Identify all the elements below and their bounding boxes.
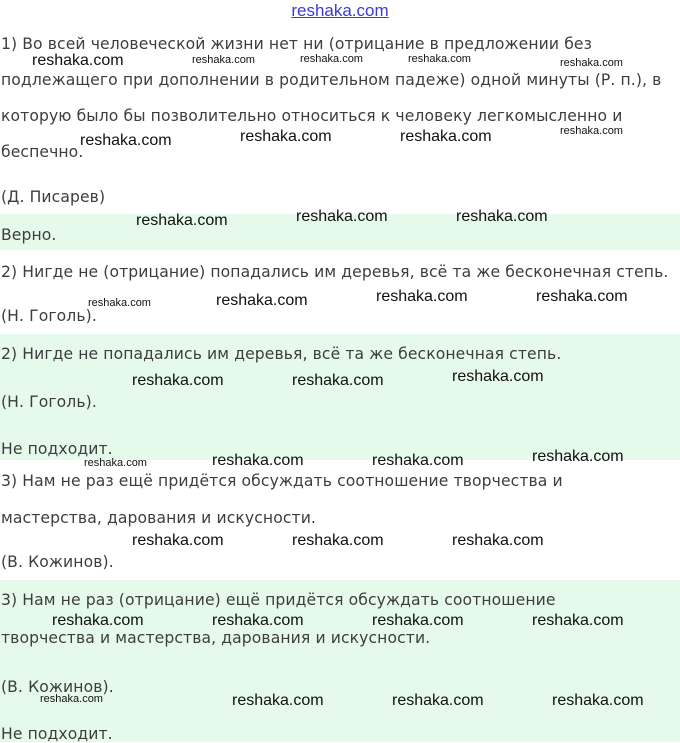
watermark: reshaka.com [136,212,228,229]
verdict-text: Не подходит. [1,440,113,458]
author-citation: (Н. Гоголь). [1,307,97,325]
text-line: подлежащего при дополнении в родительном падеже) одной минуты (Р. п.), в [1,71,662,89]
text-line: 3) Нам не раз (отрицание) ещё придётся обсуждать соотношение [1,591,556,609]
watermark: reshaka.com [408,53,471,65]
watermark: reshaka.com [532,448,624,465]
text-line: которую было бы позволительно относиться к человеку легкомысленно и [1,107,623,125]
watermark: reshaka.com [536,288,628,305]
watermark: reshaka.com [376,288,468,305]
author-citation: (В. Кожинов). [1,553,114,571]
author-citation: (Д. Писарев) [1,188,106,206]
watermark: reshaka.com [216,292,308,309]
watermark: reshaka.com [212,612,304,629]
text-line: творчества и мастерства, дарования и искусности. [1,629,431,647]
watermark: reshaka.com [52,612,144,629]
site-title-link[interactable]: reshaka.com [291,1,389,20]
watermark: reshaka.com [212,452,304,469]
watermark: reshaka.com [292,532,384,549]
watermark: reshaka.com [296,208,388,225]
text-line: 1) Во всей человеческой жизни нет ни (отрицание в предложении без [1,35,592,53]
verdict-text: Не подходит. [1,725,113,743]
watermark: reshaka.com [40,693,103,705]
text-line: 3) Нам не раз ещё придётся обсуждать соотношение творчества и [1,472,563,490]
text-line: 2) Нигде не (отрицание) попадались им деревья, всё та же бесконечная степь. [1,263,669,281]
verdict-text: Верно. [1,226,57,244]
watermark: reshaka.com [452,368,544,385]
author-citation: (Н. Гоголь). [1,393,97,411]
text-line: мастерства, дарования и искусности. [1,509,316,527]
watermark: reshaka.com [232,692,324,709]
watermark: reshaka.com [452,532,544,549]
author-citation: (В. Кожинов). [1,678,114,696]
watermark: reshaka.com [32,52,124,69]
watermark: reshaka.com [80,132,172,149]
watermark: reshaka.com [192,54,255,66]
watermark: reshaka.com [532,612,624,629]
text-line: 2) Нигде не попадались им деревья, всё та же бесконечная степь. [1,345,562,363]
watermark: reshaka.com [132,372,224,389]
watermark: reshaka.com [300,53,363,65]
watermark: reshaka.com [552,692,644,709]
watermark: reshaka.com [292,372,384,389]
watermark: reshaka.com [240,128,332,145]
watermark: reshaka.com [560,125,623,137]
watermark: reshaka.com [392,692,484,709]
text-line: беспечно. [1,143,84,161]
watermark: reshaka.com [372,612,464,629]
watermark: reshaka.com [400,128,492,145]
watermark: reshaka.com [84,457,147,469]
watermark: reshaka.com [372,452,464,469]
watermark: reshaka.com [456,208,548,225]
watermark: reshaka.com [560,57,623,69]
watermark: reshaka.com [132,532,224,549]
watermark: reshaka.com [88,297,151,309]
